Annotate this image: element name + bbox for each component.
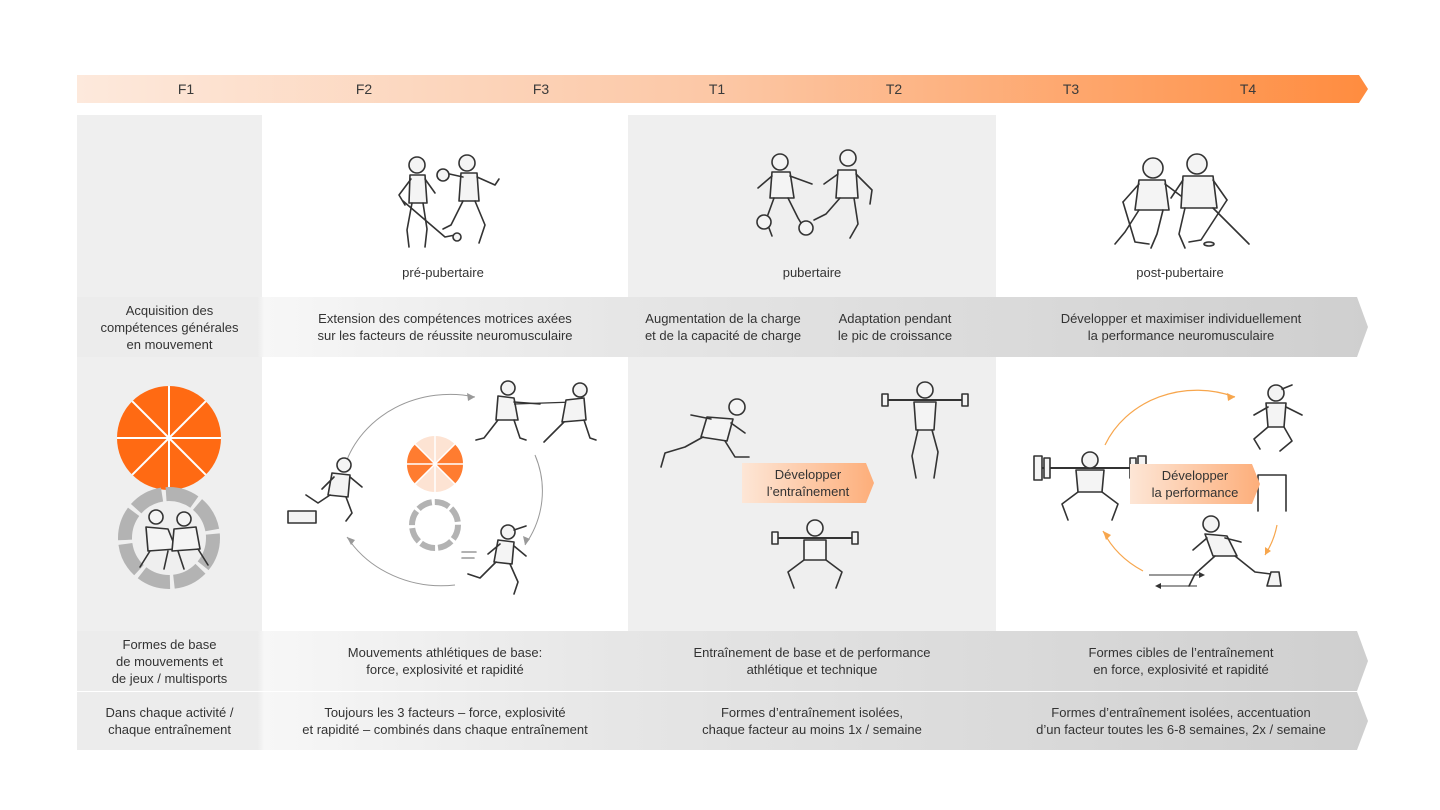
forms-text-col3: Entraînement de base et de performance athlétique et technique	[693, 645, 931, 677]
frequency-text-col1: Dans chaque activité / chaque entraînement	[105, 705, 234, 737]
phase-label-t1: T1	[708, 81, 726, 97]
barbell-lunge-icon	[880, 378, 970, 483]
ice-hockey-players-icon	[1105, 152, 1255, 252]
tug-of-war-icon	[470, 378, 600, 448]
phase-label-t4: T4	[1239, 81, 1257, 97]
frequency-text-col4: Formes d’entraînement isolées, accentuation d’un facteur toutes les 6-8 semaines, 2x / semaine	[1036, 705, 1326, 737]
stage-label-prepubertal: pré-pubertaire	[402, 265, 484, 280]
stage-label-pubertal: pubertaire	[782, 265, 842, 280]
callout-training: Développer l’entraînement	[766, 467, 850, 499]
frequency-text-col3: Formes d’entraînement isolées, chaque facteur au moins 1x / semaine	[702, 705, 922, 737]
box-jump-icon	[286, 455, 376, 530]
phase-label-f1: F1	[177, 81, 195, 97]
phase-label-f2: F2	[355, 81, 373, 97]
stage-label-postpubertal: post-pubertaire	[1136, 265, 1224, 280]
barbell-squat-icon	[770, 518, 860, 593]
forms-text-col2: Mouvements athlétiques de base: force, explosivité et rapidité	[347, 645, 543, 677]
soccer-kids-icon	[750, 148, 880, 248]
running-girl-icon	[460, 522, 540, 597]
phase-label-f3: F3	[532, 81, 550, 97]
goal-text-col3a: Augmentation de la charge et de la capacité de charge	[644, 311, 802, 343]
forms-text-col1: Formes de base de mouvements et de jeux / multisports	[111, 636, 228, 686]
sprinter-icon	[655, 397, 755, 477]
goal-text-col3b: Adaptation pendant le pic de croissance	[837, 311, 953, 343]
frequency-text-col2: Toujours les 3 facteurs – force, explosivité et rapidité – combinés dans chaque entraînement	[302, 705, 588, 737]
callout-performance: Développer la performance	[1151, 468, 1239, 500]
pie-wheel-icon	[114, 383, 224, 493]
back-forth-arrows-icon	[1147, 570, 1207, 590]
goal-text-col2: Extension des compétences motrices axées sur les facteurs de réussite neuromusculaire	[317, 311, 573, 343]
phase-label-t2: T2	[885, 81, 903, 97]
phase-label-t3: T3	[1062, 81, 1080, 97]
goal-text-col1: Acquisition des compétences générales en mouvement	[100, 302, 239, 352]
floorball-kids-icon	[385, 145, 505, 255]
goal-text-col4: Développer et maximiser individuellement la performance neuromusculaire	[1060, 311, 1302, 343]
wrestling-kids-icon	[128, 505, 218, 575]
forms-text-col4: Formes cibles de l’entraînement en force, explosivité et rapidité	[1088, 645, 1274, 677]
